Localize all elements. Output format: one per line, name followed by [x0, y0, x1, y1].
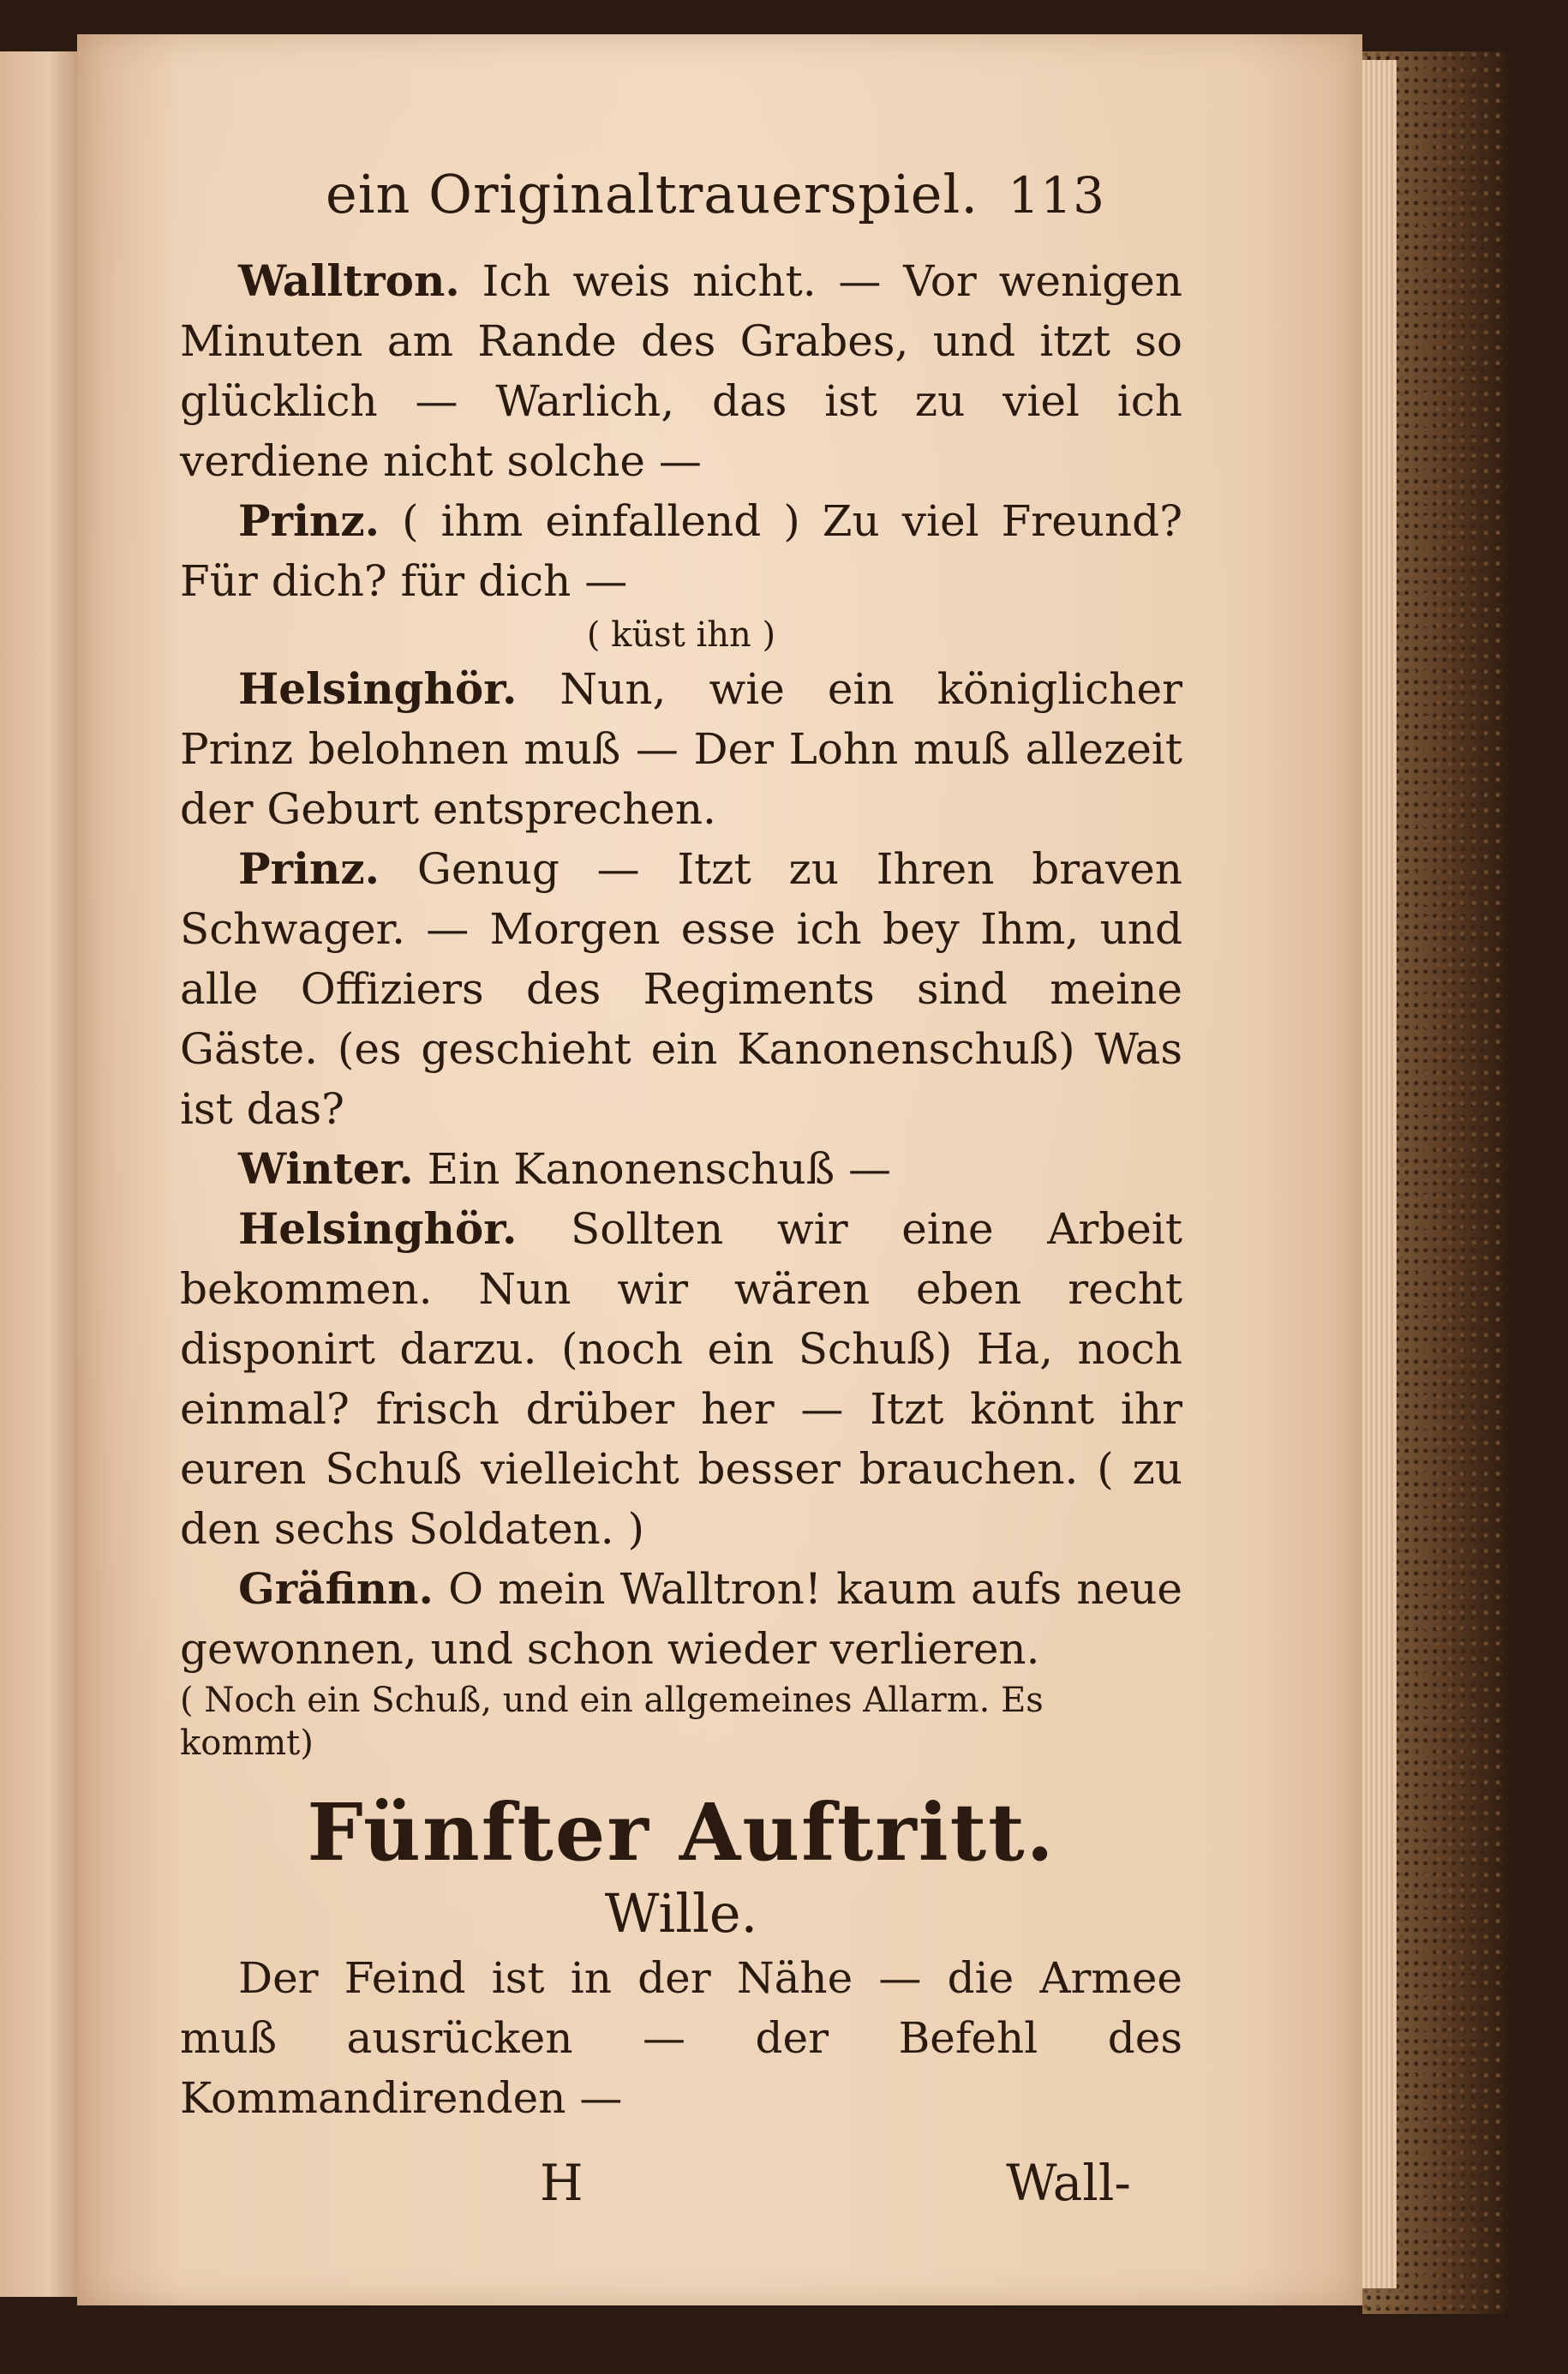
speech-text: Nun, wie ein königlicher Prinz belohnen muß — Der Lohn muß allezeit der Geburt entsprechen.	[180, 664, 1182, 834]
signature-mark: H	[540, 2154, 584, 2212]
speech-graefinn	[180, 1559, 1182, 1679]
book-page	[77, 34, 1362, 2305]
scene-text: Der Feind ist in der Nähe — die Armee muß ausrücken — der Befehl des Kommandirenden —	[180, 1953, 1182, 2123]
speaker: Gräfinn.	[238, 1563, 434, 1614]
speech-text: Ich weis nicht. — Vor wenigen Minuten am Rande des Grabes, und itzt so glücklich — Warlich, das ist zu viel ich verdiene nicht solche —	[180, 256, 1182, 486]
speech-text: Sollten wir eine Arbeit bekommen. Nun wir wären eben recht disponirt darzu. (noch ein Schuß) Ha, noch einmal? frisch drüber her — Itzt könnt ihr euren Schuß vielleicht besser brauchen. ( zu den sechs Soldaten. )	[180, 1204, 1182, 1554]
left-page-edge	[0, 51, 81, 2297]
scene-heading: Fünfter Auftritt.	[307, 1786, 1056, 1879]
speech-text: O mein Walltron! kaum aufs neue gewonnen, und schon wieder verlieren.	[180, 1564, 1182, 1674]
speech-prinz-2	[180, 839, 1182, 1139]
speech-text: Ein Kanonenschuß —	[427, 1144, 891, 1194]
speech-helsinghoer-2	[180, 1199, 1182, 1559]
scene-speaker: Wille.	[604, 1882, 758, 1945]
page-text	[180, 163, 1182, 2212]
speech-winter	[180, 1139, 1182, 1199]
speech-text: Genug — Itzt zu Ihren braven Schwager. — Morgen esse ich bey Ihm, und alle Offiziers des Regiments sind meine Gäste. (es geschieht ein Kanonenschuß) Was ist das?	[180, 844, 1182, 1134]
stage-direction-alarm: ( Noch ein Schuß, und ein allgemeines Allarm. Es kommt)	[180, 1681, 1044, 1763]
page-number: 113	[1008, 166, 1105, 225]
stage-direction: ( küst ihn )	[586, 615, 776, 655]
speaker: Walltron.	[238, 255, 460, 306]
speaker: Helsinghör.	[238, 663, 518, 714]
speaker: Winter.	[238, 1143, 414, 1194]
page-footer	[540, 2154, 1131, 2212]
catchword: Wall-	[1006, 2154, 1131, 2212]
header-title: ein Originaltrauerspiel.	[326, 163, 979, 225]
speaker: Prinz.	[238, 843, 380, 894]
speech-walltron	[180, 251, 1182, 491]
speech-helsinghoer	[180, 659, 1182, 839]
speaker: Prinz.	[238, 495, 380, 546]
running-header	[326, 163, 1105, 225]
speech-text: ( ihm einfallend ) Zu viel Freund? Für dich? für dich —	[180, 496, 1182, 606]
speech-prinz	[180, 491, 1182, 611]
speaker: Helsinghör.	[238, 1203, 518, 1254]
